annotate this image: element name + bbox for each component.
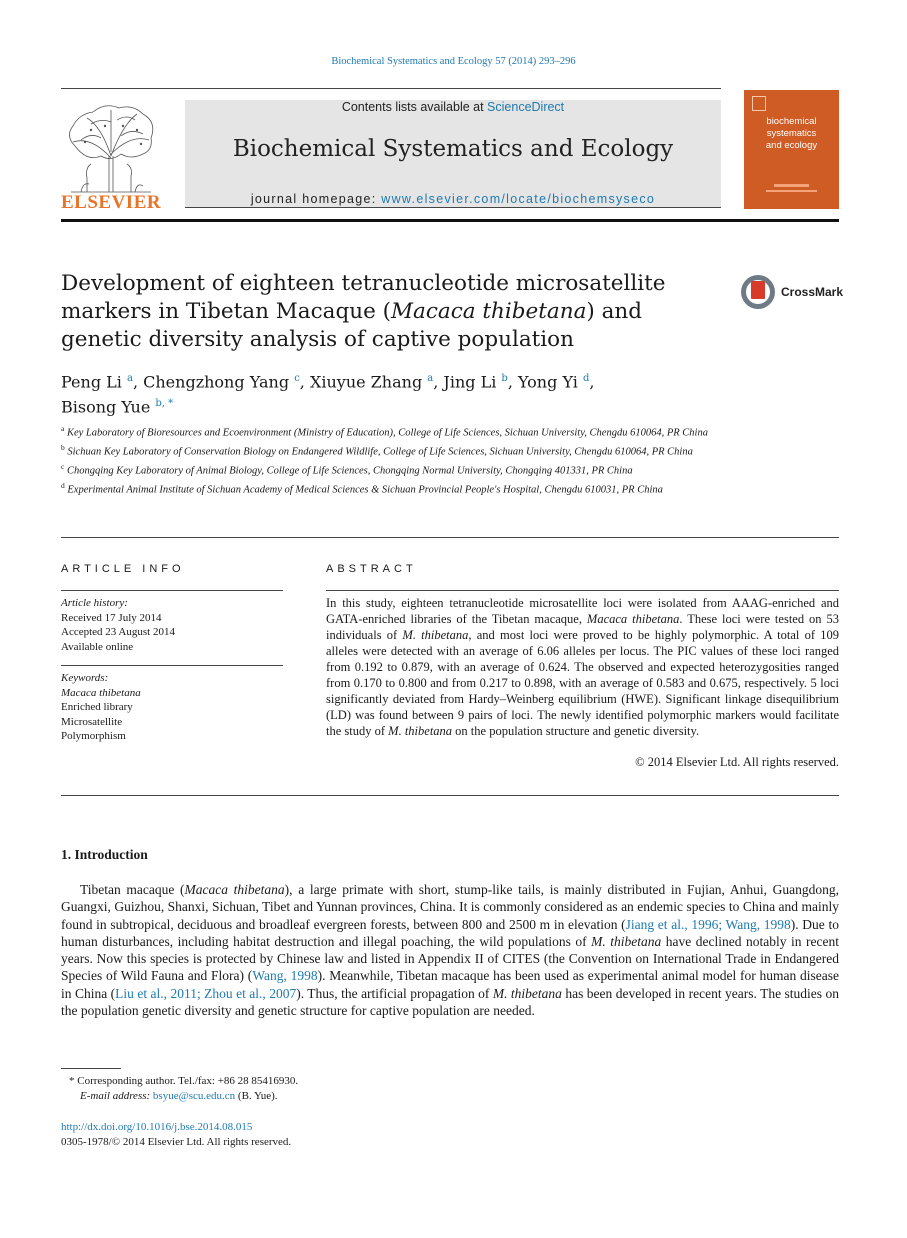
- author-affil-marker[interactable]: a: [427, 373, 434, 384]
- homepage-prefix: journal homepage:: [250, 192, 382, 206]
- affiliation: [61, 422, 741, 441]
- cover-line: systematics: [766, 128, 817, 139]
- reference-link[interactable]: Liu et al., 2011; Zhou et al., 2007: [115, 985, 297, 1001]
- author-affil-marker[interactable]: b: [501, 373, 508, 384]
- abstract-segment: , and most loci were proved to be highly polymorphic. A total of 109 alleles were detected with an average of 6.06 alleles per locus. The PIC values of these loci ranged from 0.192 to 0.879, with an average of 0.624. The observed and expected heterozygosities ranged from 0.170 to 0.800 and from 0.217 to 0.898, with an average of 0.583 and 0.675, respectively. 5 loci significantly deviated from Hardy–Weinberg equilibrium (HWE). Significant linkage disequilibrium (LD) was found between 9 pairs of loci. The newly identified polymorphic markers would facilitate the study of: [326, 628, 839, 738]
- section-divider: [61, 795, 839, 796]
- journal-banner: [185, 100, 721, 208]
- abstract-segment: . These loci were tested on 53 individuals of: [326, 612, 839, 642]
- affiliation-list: [61, 422, 741, 498]
- author-name[interactable]: Peng Li: [61, 372, 122, 392]
- keywords-block: [61, 671, 283, 744]
- homepage-link[interactable]: www.elsevier.com/locate/biochemsyseco: [381, 192, 656, 206]
- cover-decoration: [774, 184, 809, 187]
- accepted-date: Accepted 23 August 2014: [61, 626, 175, 638]
- crossmark-label: CrossMark: [781, 285, 844, 299]
- article-info-rule: [61, 590, 283, 591]
- cover-line: and ecology: [765, 140, 818, 151]
- contents-prefix: Contents lists available at: [341, 100, 488, 114]
- keyword: Microsatellite: [61, 715, 123, 728]
- intro-species: Macaca thibetana: [184, 882, 285, 897]
- introduction-paragraph: [61, 881, 839, 1019]
- header-bottom-rule: [185, 207, 721, 208]
- keywords-label: Keywords:: [61, 672, 109, 684]
- online-date: Available online: [61, 640, 134, 653]
- homepage-line: [185, 192, 721, 206]
- elsevier-wordmark[interactable]: ELSEVIER: [61, 192, 162, 213]
- intro-segment: ). Meanwhile, Tibetan macaque has been used as experimental animal model for human disease in China (: [61, 968, 840, 1001]
- email-note: [61, 1089, 561, 1104]
- article-info-heading: ARTICLE INFO: [61, 563, 185, 575]
- author-affil-marker[interactable]: b, *: [155, 398, 174, 410]
- affiliation: [61, 441, 741, 460]
- abstract-segment: on the population structure and genetic diversity.: [452, 724, 700, 738]
- title-text: ) and genetic diversity analysis of captive population: [61, 299, 643, 352]
- affiliation-marker: d: [61, 481, 65, 490]
- email-suffix: (B. Yue).: [235, 1090, 278, 1102]
- affiliation-text: Sichuan Key Laboratory of Conservation Biology on Endangered Wildlife, College of Life Sciences, Sichuan University, Chengdu 610064, PR China: [67, 446, 693, 458]
- cover-title: [744, 116, 839, 152]
- author-name[interactable]: Yong Yi: [518, 372, 578, 392]
- header-thick-rule: [61, 219, 839, 222]
- crossmark-badge[interactable]: [741, 275, 844, 315]
- intro-species: M. thibetana: [492, 985, 562, 1001]
- keywords-rule: [61, 665, 283, 666]
- crossmark-icon: [741, 275, 775, 309]
- abstract-text: [326, 595, 839, 739]
- corresponding-author-note: * Corresponding author. Tel./fax: +86 28 85416930.: [69, 1075, 299, 1087]
- reference-link[interactable]: Wang, 1998: [252, 968, 318, 984]
- abstract-copyright: © 2014 Elsevier Ltd. All rights reserved.: [635, 755, 839, 769]
- author-list: Peng Li $^a$, Chengzhong Yang $^c$, Xiuyue Zhang $^a$, Jing Li $^b$, Yong Yi $^d$, Bisong Yue $^{b, *}$: [61, 372, 595, 417]
- abstract-species: M. thibetana: [388, 724, 453, 738]
- title-species: Macaca thibetana: [391, 299, 587, 324]
- journal-cover-thumbnail[interactable]: [744, 90, 839, 209]
- journal-citation[interactable]: Biochemical Systematics and Ecology 57 (2014) 293–296: [331, 56, 576, 67]
- received-date: Received 17 July 2014: [61, 611, 162, 624]
- cover-emblem-icon: [752, 96, 766, 111]
- affiliation-text: Key Laboratory of Bioresources and Ecoenvironment (Ministry of Education), College of Life Sciences, Sichuan University, Chengdu 610064, PR China: [66, 427, 708, 439]
- issn-line: 0305-1978/© 2014 Elsevier Ltd. All rights reserved.: [61, 1136, 292, 1148]
- affiliation-marker: a: [61, 424, 65, 433]
- abstract-rule: [326, 590, 839, 591]
- doi-block: [61, 1120, 561, 1150]
- author-affil-marker[interactable]: d: [582, 373, 590, 384]
- email-label: E-mail address:: [80, 1090, 153, 1102]
- intro-species: M. thibetana: [591, 933, 662, 949]
- affiliation: [61, 479, 741, 498]
- affiliation: [61, 460, 741, 479]
- intro-segment: have declined notably in recent years. Now this species is protected by Chinese law and listed in Appendix II of CITES (the Convention on International Trade in Endangered Species of Wild Fauna and Flora) (: [61, 933, 839, 984]
- intro-segment: ), a large primate with short, stump-like tails, is mainly distributed in Fujian, Anhui, Guangdong, Guangxi, Guizhou, Shanxi, Sichuan, Tibet and Yunnan provinces, China. It is commonly considered as an endemic species to China and mainly found in subtropical, deciduous and broadleaf evergreen forests, between 800 and 2500 m in elevation (: [61, 882, 839, 932]
- contents-line: [185, 100, 721, 114]
- article-title: [61, 270, 721, 354]
- cover-decoration: [766, 190, 817, 192]
- abstract-segment: In this study, eighteen tetranucleotide microsatellite loci were isolated from AAAG-enriched and GATA-enriched libraries of the Tibetan macaque,: [326, 596, 839, 626]
- section-divider: [61, 537, 839, 538]
- journal-header: [61, 88, 839, 213]
- affiliation-text: Experimental Animal Institute of Sichuan Academy of Medical Sciences & Sichuan Provincial People's Hospital, Chengdu 610031, PR China: [67, 484, 663, 496]
- article-history: [61, 596, 283, 654]
- intro-segment: has been developed in recent years. The studies on the population genetic diversity and genetic structure for captive population are needed.: [61, 985, 839, 1019]
- keyword: Macaca thibetana: [61, 686, 141, 699]
- author-affil-marker[interactable]: c: [294, 373, 300, 384]
- intro-segment: ). Thus, the artificial propagation of: [296, 985, 493, 1001]
- reference-link[interactable]: Jiang et al., 1996; Wang, 1998: [625, 916, 791, 932]
- journal-title[interactable]: Biochemical Systematics and Ecology: [232, 136, 674, 162]
- footnote-rule: [61, 1068, 121, 1069]
- title-text: Development of eighteen tetranucleotide microsatellite markers in Tibetan Macaque (: [61, 271, 666, 324]
- abstract-heading: ABSTRACT: [326, 563, 417, 575]
- history-label: Article history:: [61, 597, 128, 609]
- author-name[interactable]: Xiuyue Zhang: [309, 372, 423, 392]
- affiliation-text: Chongqing Key Laboratory of Animal Biology, College of Life Sciences, Chongqing Normal University, Chongqing 401331, PR China: [66, 465, 633, 477]
- affiliation-marker: b: [61, 443, 65, 452]
- keyword: Polymorphism: [61, 730, 126, 742]
- intro-segment: Tibetan macaque (: [80, 882, 185, 897]
- abstract-species: Macaca thibetana: [586, 612, 680, 626]
- keyword: Enriched library: [61, 701, 133, 713]
- author-name[interactable]: Bisong Yue: [61, 397, 151, 417]
- author-affil-marker[interactable]: a: [126, 373, 133, 384]
- footnotes: [61, 1074, 561, 1104]
- author-name[interactable]: Jing Li: [443, 372, 497, 392]
- section-heading-introduction: 1. Introduction: [61, 847, 148, 862]
- email-link[interactable]: bsyue@scu.edu.cn: [152, 1090, 236, 1102]
- intro-segment: ). Due to human disturbances, including habitat destruction and illegal poaching, the wild populations of: [61, 916, 839, 949]
- abstract-species: M. thibetana: [402, 628, 469, 642]
- doi-link[interactable]: http://dx.doi.org/10.1016/j.bse.2014.08.015: [61, 1121, 253, 1133]
- cover-line: biochemical: [766, 116, 817, 127]
- affiliation-marker: c: [61, 462, 65, 471]
- sciencedirect-link[interactable]: ScienceDirect: [487, 100, 565, 114]
- author-name[interactable]: Chengzhong Yang: [143, 372, 290, 392]
